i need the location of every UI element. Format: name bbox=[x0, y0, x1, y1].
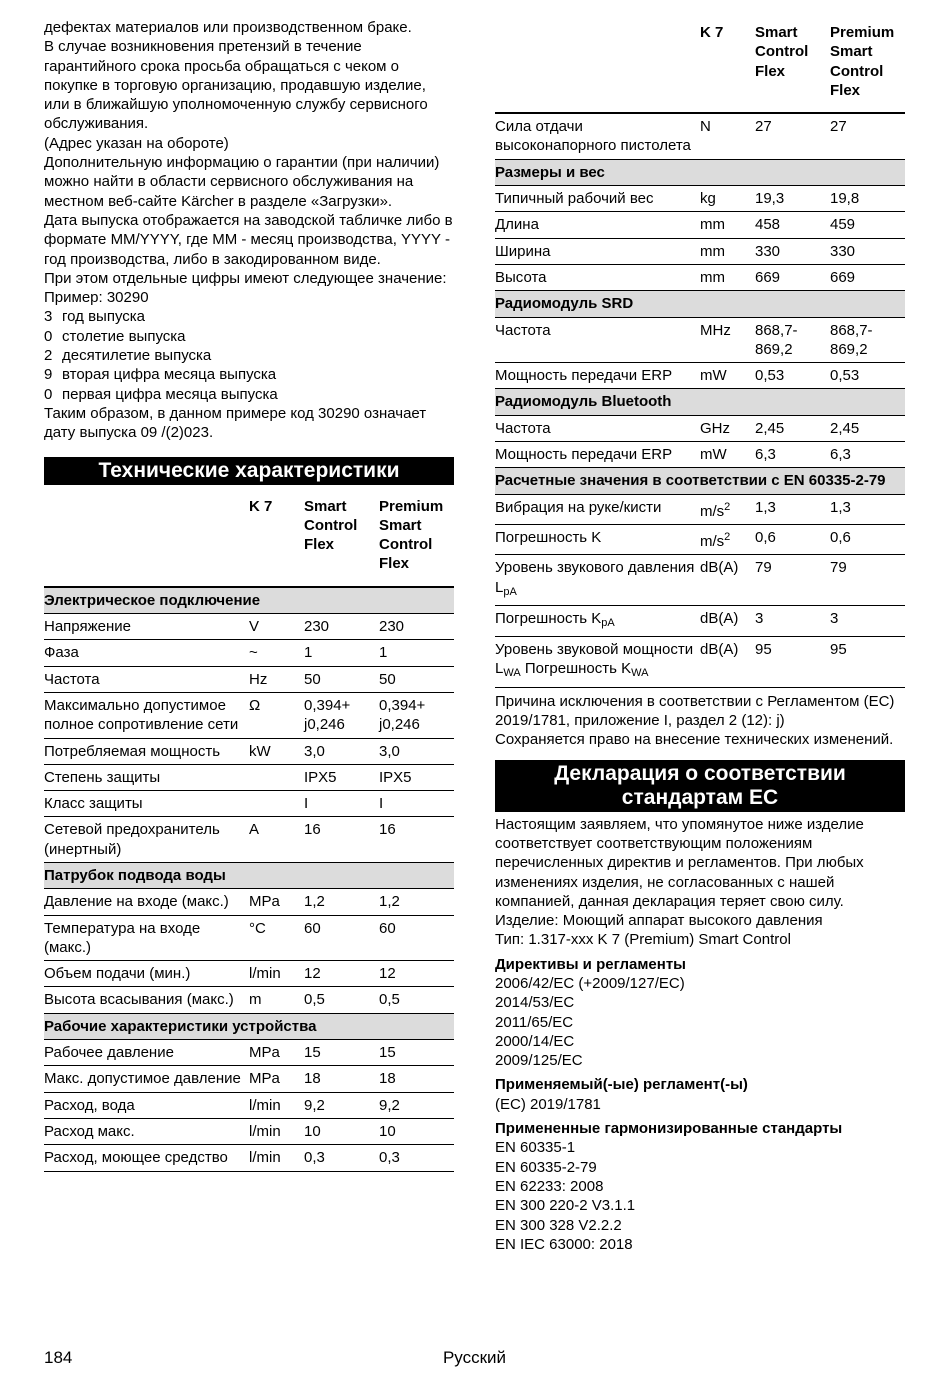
table-cell: Степень защиты bbox=[44, 764, 249, 790]
table-cell: Высота всасывания (макс.) bbox=[44, 987, 249, 1013]
table-cell: 50 bbox=[304, 666, 379, 692]
list-item: EN 300 220-2 V3.1.1 bbox=[495, 1197, 636, 1215]
table-cell: Вибрация на руке/кисти bbox=[495, 494, 700, 524]
table-cell: 3,0 bbox=[379, 738, 454, 764]
table-cell: 0,6 bbox=[830, 524, 905, 554]
table-group-row bbox=[495, 468, 905, 494]
table-cell: 15 bbox=[379, 1040, 454, 1066]
table-header-row bbox=[44, 494, 454, 587]
list-item: (ЕС) 2019/1781 bbox=[495, 1095, 601, 1113]
section-title-declaration: Декларация о соответствии стандартам ЕС bbox=[495, 760, 905, 812]
table-row bbox=[495, 524, 905, 554]
table-cell bbox=[249, 764, 304, 790]
table-cell: Погрешность K bbox=[495, 524, 700, 554]
table-group-row bbox=[495, 291, 905, 317]
table-cell: 1 bbox=[304, 640, 379, 666]
table-cell: 0,394+ j0,246 bbox=[304, 692, 379, 738]
table-cell: Мощность передачи ERP bbox=[495, 442, 700, 468]
table-cell: V bbox=[249, 614, 304, 640]
table-cell: 1,3 bbox=[830, 494, 905, 524]
left-column bbox=[44, 18, 454, 1172]
table-cell: Уровень звукового давления $L_{pA}$ bbox=[495, 555, 700, 606]
list-item: EN 300 328 V2.2.2 bbox=[495, 1216, 622, 1234]
list-item: 2006/42/EC (+2009/127/EC) bbox=[495, 974, 685, 992]
table-cell: Расход макс. bbox=[44, 1118, 249, 1144]
declaration-block bbox=[495, 815, 905, 950]
table-cell: 60 bbox=[304, 915, 379, 961]
table-cell: N bbox=[700, 113, 755, 159]
table-cell: 0,53 bbox=[755, 363, 830, 389]
table-cell: Объем подачи (мин.) bbox=[44, 961, 249, 987]
table-row bbox=[495, 186, 905, 212]
table-cell: Hz bbox=[249, 666, 304, 692]
table-row bbox=[44, 915, 454, 961]
table-row bbox=[44, 1092, 454, 1118]
table-cell: 0,394+ j0,246 bbox=[379, 692, 454, 738]
table-cell: 16 bbox=[304, 817, 379, 863]
summary-para: Таким образом, в данном примере код 30290 означает дату выпуска 09 /(2)023. bbox=[44, 404, 427, 442]
table-cell: 459 bbox=[830, 212, 905, 238]
table-cell: kg bbox=[700, 186, 755, 212]
table-row bbox=[495, 415, 905, 441]
table-cell: 19,8 bbox=[830, 186, 905, 212]
table-cell: 458 bbox=[755, 212, 830, 238]
table-row bbox=[44, 1118, 454, 1144]
table-cell: mm bbox=[700, 212, 755, 238]
table-cell: Давление на входе (макс.) bbox=[44, 889, 249, 915]
table-row bbox=[44, 640, 454, 666]
code-meaning: десятилетие выпуска bbox=[62, 347, 212, 365]
directives-list bbox=[495, 974, 905, 1070]
intro-para: Пример: 30290 bbox=[44, 289, 149, 307]
table-cell: 9,2 bbox=[379, 1092, 454, 1118]
table-cell: dB(A) bbox=[700, 637, 755, 688]
table-cell: Потребляемая мощность bbox=[44, 738, 249, 764]
table-row bbox=[44, 738, 454, 764]
warranty-text bbox=[44, 18, 454, 443]
code-meaning: первая цифра месяца выпуска bbox=[62, 385, 278, 403]
table-row bbox=[495, 363, 905, 389]
intro-para: При этом отдельные цифры имеют следующее значение: bbox=[44, 269, 447, 287]
directives-heading: Директивы и регламенты bbox=[495, 955, 686, 973]
column-header: K 7 bbox=[700, 20, 755, 113]
note-block bbox=[495, 692, 905, 750]
table-cell: Класс защиты bbox=[44, 791, 249, 817]
table-row bbox=[495, 555, 905, 606]
table-row bbox=[44, 692, 454, 738]
list-item bbox=[44, 327, 454, 346]
table-cell: 669 bbox=[830, 264, 905, 290]
table-cell: l/min bbox=[249, 1145, 304, 1171]
table-cell: 1,2 bbox=[304, 889, 379, 915]
table-cell: 0,53 bbox=[830, 363, 905, 389]
table-cell: mm bbox=[700, 264, 755, 290]
code-digit: 3 bbox=[44, 308, 53, 326]
page-number: 184 bbox=[44, 1348, 73, 1367]
code-digit: 2 bbox=[44, 347, 53, 365]
table-row bbox=[44, 889, 454, 915]
table-cell: 0,5 bbox=[379, 987, 454, 1013]
group-label: Размеры и вес bbox=[495, 159, 905, 185]
list-item bbox=[44, 307, 454, 326]
group-label: Радиомодуль SRD bbox=[495, 291, 905, 317]
table-group-row bbox=[495, 159, 905, 185]
table-cell: 0,3 bbox=[304, 1145, 379, 1171]
table-cell: mW bbox=[700, 363, 755, 389]
table-cell: l/min bbox=[249, 1092, 304, 1118]
table-row bbox=[495, 264, 905, 290]
list-item: EN 62233: 2008 bbox=[495, 1177, 604, 1195]
table-cell: Погрешность $K_{pA}$ bbox=[495, 605, 700, 636]
table-row bbox=[44, 1040, 454, 1066]
table-cell: MPa bbox=[249, 1040, 304, 1066]
table-cell: 0,5 bbox=[304, 987, 379, 1013]
table-row bbox=[495, 494, 905, 524]
code-digit: 0 bbox=[44, 327, 53, 345]
table-cell: Рабочее давление bbox=[44, 1040, 249, 1066]
table-row bbox=[44, 961, 454, 987]
table-cell: mm bbox=[700, 238, 755, 264]
table-cell: 230 bbox=[304, 614, 379, 640]
table-cell: mW bbox=[700, 442, 755, 468]
intro-para: Дата выпуска отображается на заводской табличке либо в формате MM/YYYY, где MM - месяц производства, YYYY - год производства, либо в закодированном виде. bbox=[44, 211, 453, 268]
note-para: Причина исключения в соответствии с Регламентом (ЕС) 2019/1781, приложение I, раздел 2 (12): j) bbox=[495, 692, 895, 730]
table-cell: Частота bbox=[44, 666, 249, 692]
table-cell: Типичный рабочий вес bbox=[495, 186, 700, 212]
spec-table-right bbox=[495, 20, 905, 688]
table-header-row bbox=[495, 20, 905, 113]
note-para: Сохраняется право на внесение технических изменений. bbox=[495, 731, 894, 749]
table-cell: Максимально допустимое полное сопротивление сети bbox=[44, 692, 249, 738]
group-label: Электрическое подключение bbox=[44, 587, 454, 614]
table-cell: 330 bbox=[830, 238, 905, 264]
regulations-heading: Применяемый(-ые) регламент(-ы) bbox=[495, 1076, 748, 1094]
table-cell: 669 bbox=[755, 264, 830, 290]
list-item: EN 60335-1 bbox=[495, 1139, 576, 1157]
table-cell: kW bbox=[249, 738, 304, 764]
table-cell: A bbox=[249, 817, 304, 863]
intro-para: дефектах материалов или производственном браке. bbox=[44, 19, 412, 36]
declaration-para: Настоящим заявляем, что упомянутое ниже изделие соответствует соответствующим положениям перечисленных директив и регламентов. При любых изменениях изделия, не согласованных с нашей компанией, данная декларация теряет свою силу. bbox=[495, 815, 864, 910]
table-cell: 3 bbox=[830, 605, 905, 636]
table-cell: Ω bbox=[249, 692, 304, 738]
table-cell: 0,6 bbox=[755, 524, 830, 554]
table-row bbox=[44, 987, 454, 1013]
table-cell: Длина bbox=[495, 212, 700, 238]
table-cell: 18 bbox=[379, 1066, 454, 1092]
regulations-list bbox=[495, 1095, 905, 1114]
column-header: K 7 bbox=[249, 494, 304, 587]
table-cell: Частота bbox=[495, 415, 700, 441]
table-cell: 3 bbox=[755, 605, 830, 636]
table-cell: 60 bbox=[379, 915, 454, 961]
table-cell: I bbox=[304, 791, 379, 817]
table-cell: 330 bbox=[755, 238, 830, 264]
group-label: Расчетные значения в соответствии с EN 60335-2-79 bbox=[495, 468, 905, 494]
column-header: Premium Smart Control Flex bbox=[830, 20, 905, 113]
intro-para: Дополнительную информацию о гарантии (при наличии) можно найти в области сервисного обслуживания на местном веб-сайте Kärcher в разделе «Загрузки». bbox=[44, 154, 440, 210]
table-cell: 10 bbox=[379, 1118, 454, 1144]
table-cell: 18 bbox=[304, 1066, 379, 1092]
table-group-row bbox=[44, 587, 454, 614]
intro-para: В случае возникновения претензий в течение гарантийного срока просьба обращаться с чеком о покупке в торговую организацию, продавшую изделие, или в ближайшую уполномоченную службу сервисного обслуживания. bbox=[44, 38, 428, 133]
group-label: Рабочие характеристики устройства bbox=[44, 1013, 454, 1039]
table-row bbox=[44, 1145, 454, 1171]
table-cell: Высота bbox=[495, 264, 700, 290]
table-cell: Макс. допустимое давление bbox=[44, 1066, 249, 1092]
table-cell: 1 bbox=[379, 640, 454, 666]
table-row bbox=[44, 1066, 454, 1092]
table-cell: l/min bbox=[249, 961, 304, 987]
list-item bbox=[44, 365, 454, 384]
table-cell: 868,7- 869,2 bbox=[755, 317, 830, 363]
table-group-row bbox=[44, 1013, 454, 1039]
table-row bbox=[44, 614, 454, 640]
table-cell: 9,2 bbox=[304, 1092, 379, 1118]
table-cell bbox=[249, 791, 304, 817]
table-cell: Уровень звуковой мощности $L_{WA}$ Погрешность $K_{WA}$ bbox=[495, 637, 700, 688]
standards-list bbox=[495, 1138, 905, 1254]
table-cell: Ширина bbox=[495, 238, 700, 264]
table-row bbox=[44, 791, 454, 817]
table-cell: Сила отдачи высоконапорного пистолета bbox=[495, 113, 700, 159]
group-label: Радиомодуль Bluetooth bbox=[495, 389, 905, 415]
table-cell: Фаза bbox=[44, 640, 249, 666]
table-cell: MHz bbox=[700, 317, 755, 363]
table-cell: 10 bbox=[304, 1118, 379, 1144]
declaration-para: Тип: 1.317-xxx K 7 (Premium) Smart Control bbox=[495, 931, 791, 949]
right-column bbox=[495, 20, 905, 1254]
list-item: EN 60335-2-79 bbox=[495, 1158, 597, 1176]
column-header bbox=[44, 494, 249, 587]
table-cell: Частота bbox=[495, 317, 700, 363]
table-cell: 2,45 bbox=[755, 415, 830, 441]
table-cell: Напряжение bbox=[44, 614, 249, 640]
table-cell: MPa bbox=[249, 889, 304, 915]
table-row bbox=[44, 666, 454, 692]
table-cell: dB(A) bbox=[700, 555, 755, 606]
table-cell: 0,3 bbox=[379, 1145, 454, 1171]
table-cell: 79 bbox=[830, 555, 905, 606]
table-cell: I bbox=[379, 791, 454, 817]
table-cell: 1,2 bbox=[379, 889, 454, 915]
intro-para: (Адрес указан на обороте) bbox=[44, 134, 229, 152]
code-list bbox=[44, 307, 454, 403]
list-item: 2011/65/EC bbox=[495, 1013, 574, 1031]
code-meaning: год выпуска bbox=[62, 308, 146, 326]
table-cell: Сетевой предохранитель (инертный) bbox=[44, 817, 249, 863]
code-digit: 0 bbox=[44, 385, 53, 403]
code-meaning: столетие выпуска bbox=[62, 327, 186, 345]
footer-language: Русский bbox=[442, 1348, 507, 1367]
table-cell: 79 bbox=[755, 555, 830, 606]
table-row bbox=[495, 238, 905, 264]
table-cell: IPX5 bbox=[379, 764, 454, 790]
spec-table-left bbox=[44, 494, 454, 1172]
table-cell: 3,0 bbox=[304, 738, 379, 764]
list-item: EN IEC 63000: 2018 bbox=[495, 1235, 633, 1253]
table-cell: 16 bbox=[379, 817, 454, 863]
table-cell: 19,3 bbox=[755, 186, 830, 212]
table-cell: m bbox=[249, 987, 304, 1013]
table-cell: 1,3 bbox=[755, 494, 830, 524]
table-cell: GHz bbox=[700, 415, 755, 441]
column-header: Premium Smart Control Flex bbox=[379, 494, 454, 587]
table-cell: ~ bbox=[249, 640, 304, 666]
table-cell: 6,3 bbox=[830, 442, 905, 468]
table-cell: 27 bbox=[755, 113, 830, 159]
table-row bbox=[44, 764, 454, 790]
table-cell: $m/s^2$ bbox=[700, 494, 755, 524]
table-cell: 2,45 bbox=[830, 415, 905, 441]
group-label: Патрубок подвода воды bbox=[44, 862, 454, 888]
table-cell: Расход, моющее средство bbox=[44, 1145, 249, 1171]
table-cell: 27 bbox=[830, 113, 905, 159]
table-cell: Расход, вода bbox=[44, 1092, 249, 1118]
table-cell: 12 bbox=[379, 961, 454, 987]
table-group-row bbox=[44, 862, 454, 888]
table-cell: 6,3 bbox=[755, 442, 830, 468]
table-cell: 15 bbox=[304, 1040, 379, 1066]
table-row bbox=[495, 605, 905, 636]
table-group-row bbox=[495, 389, 905, 415]
column-header bbox=[495, 20, 700, 113]
table-row bbox=[495, 212, 905, 238]
table-row bbox=[495, 637, 905, 688]
section-title-tech-specs: Технические характеристики bbox=[44, 457, 454, 485]
table-cell: 95 bbox=[755, 637, 830, 688]
page-footer bbox=[44, 1348, 905, 1370]
table-cell: l/min bbox=[249, 1118, 304, 1144]
table-row bbox=[495, 317, 905, 363]
list-item: 2009/125/EC bbox=[495, 1052, 583, 1070]
table-cell: 230 bbox=[379, 614, 454, 640]
table-cell: 12 bbox=[304, 961, 379, 987]
list-item: 2000/14/EC bbox=[495, 1032, 575, 1050]
table-row bbox=[495, 113, 905, 159]
table-cell: °C bbox=[249, 915, 304, 961]
table-row bbox=[495, 442, 905, 468]
table-cell: 95 bbox=[830, 637, 905, 688]
standards-heading: Примененные гармонизированные стандарты bbox=[495, 1120, 843, 1138]
code-digit: 9 bbox=[44, 366, 53, 384]
table-cell: IPX5 bbox=[304, 764, 379, 790]
table-cell: dB(A) bbox=[700, 605, 755, 636]
table-cell: 50 bbox=[379, 666, 454, 692]
table-cell: MPa bbox=[249, 1066, 304, 1092]
list-item bbox=[44, 385, 454, 404]
code-meaning: вторая цифра месяца выпуска bbox=[62, 366, 277, 384]
list-item: 2014/53/EC bbox=[495, 994, 575, 1012]
table-cell: Мощность передачи ERP bbox=[495, 363, 700, 389]
table-cell: $m/s^2$ bbox=[700, 524, 755, 554]
table-cell: 868,7- 869,2 bbox=[830, 317, 905, 363]
column-header: Smart Control Flex bbox=[755, 20, 830, 113]
table-row bbox=[44, 817, 454, 863]
declaration-para: Изделие: Моющий аппарат высокого давления bbox=[495, 912, 823, 930]
table-cell: Температура на входе (макс.) bbox=[44, 915, 249, 961]
list-item bbox=[44, 346, 454, 365]
column-header: Smart Control Flex bbox=[304, 494, 379, 587]
